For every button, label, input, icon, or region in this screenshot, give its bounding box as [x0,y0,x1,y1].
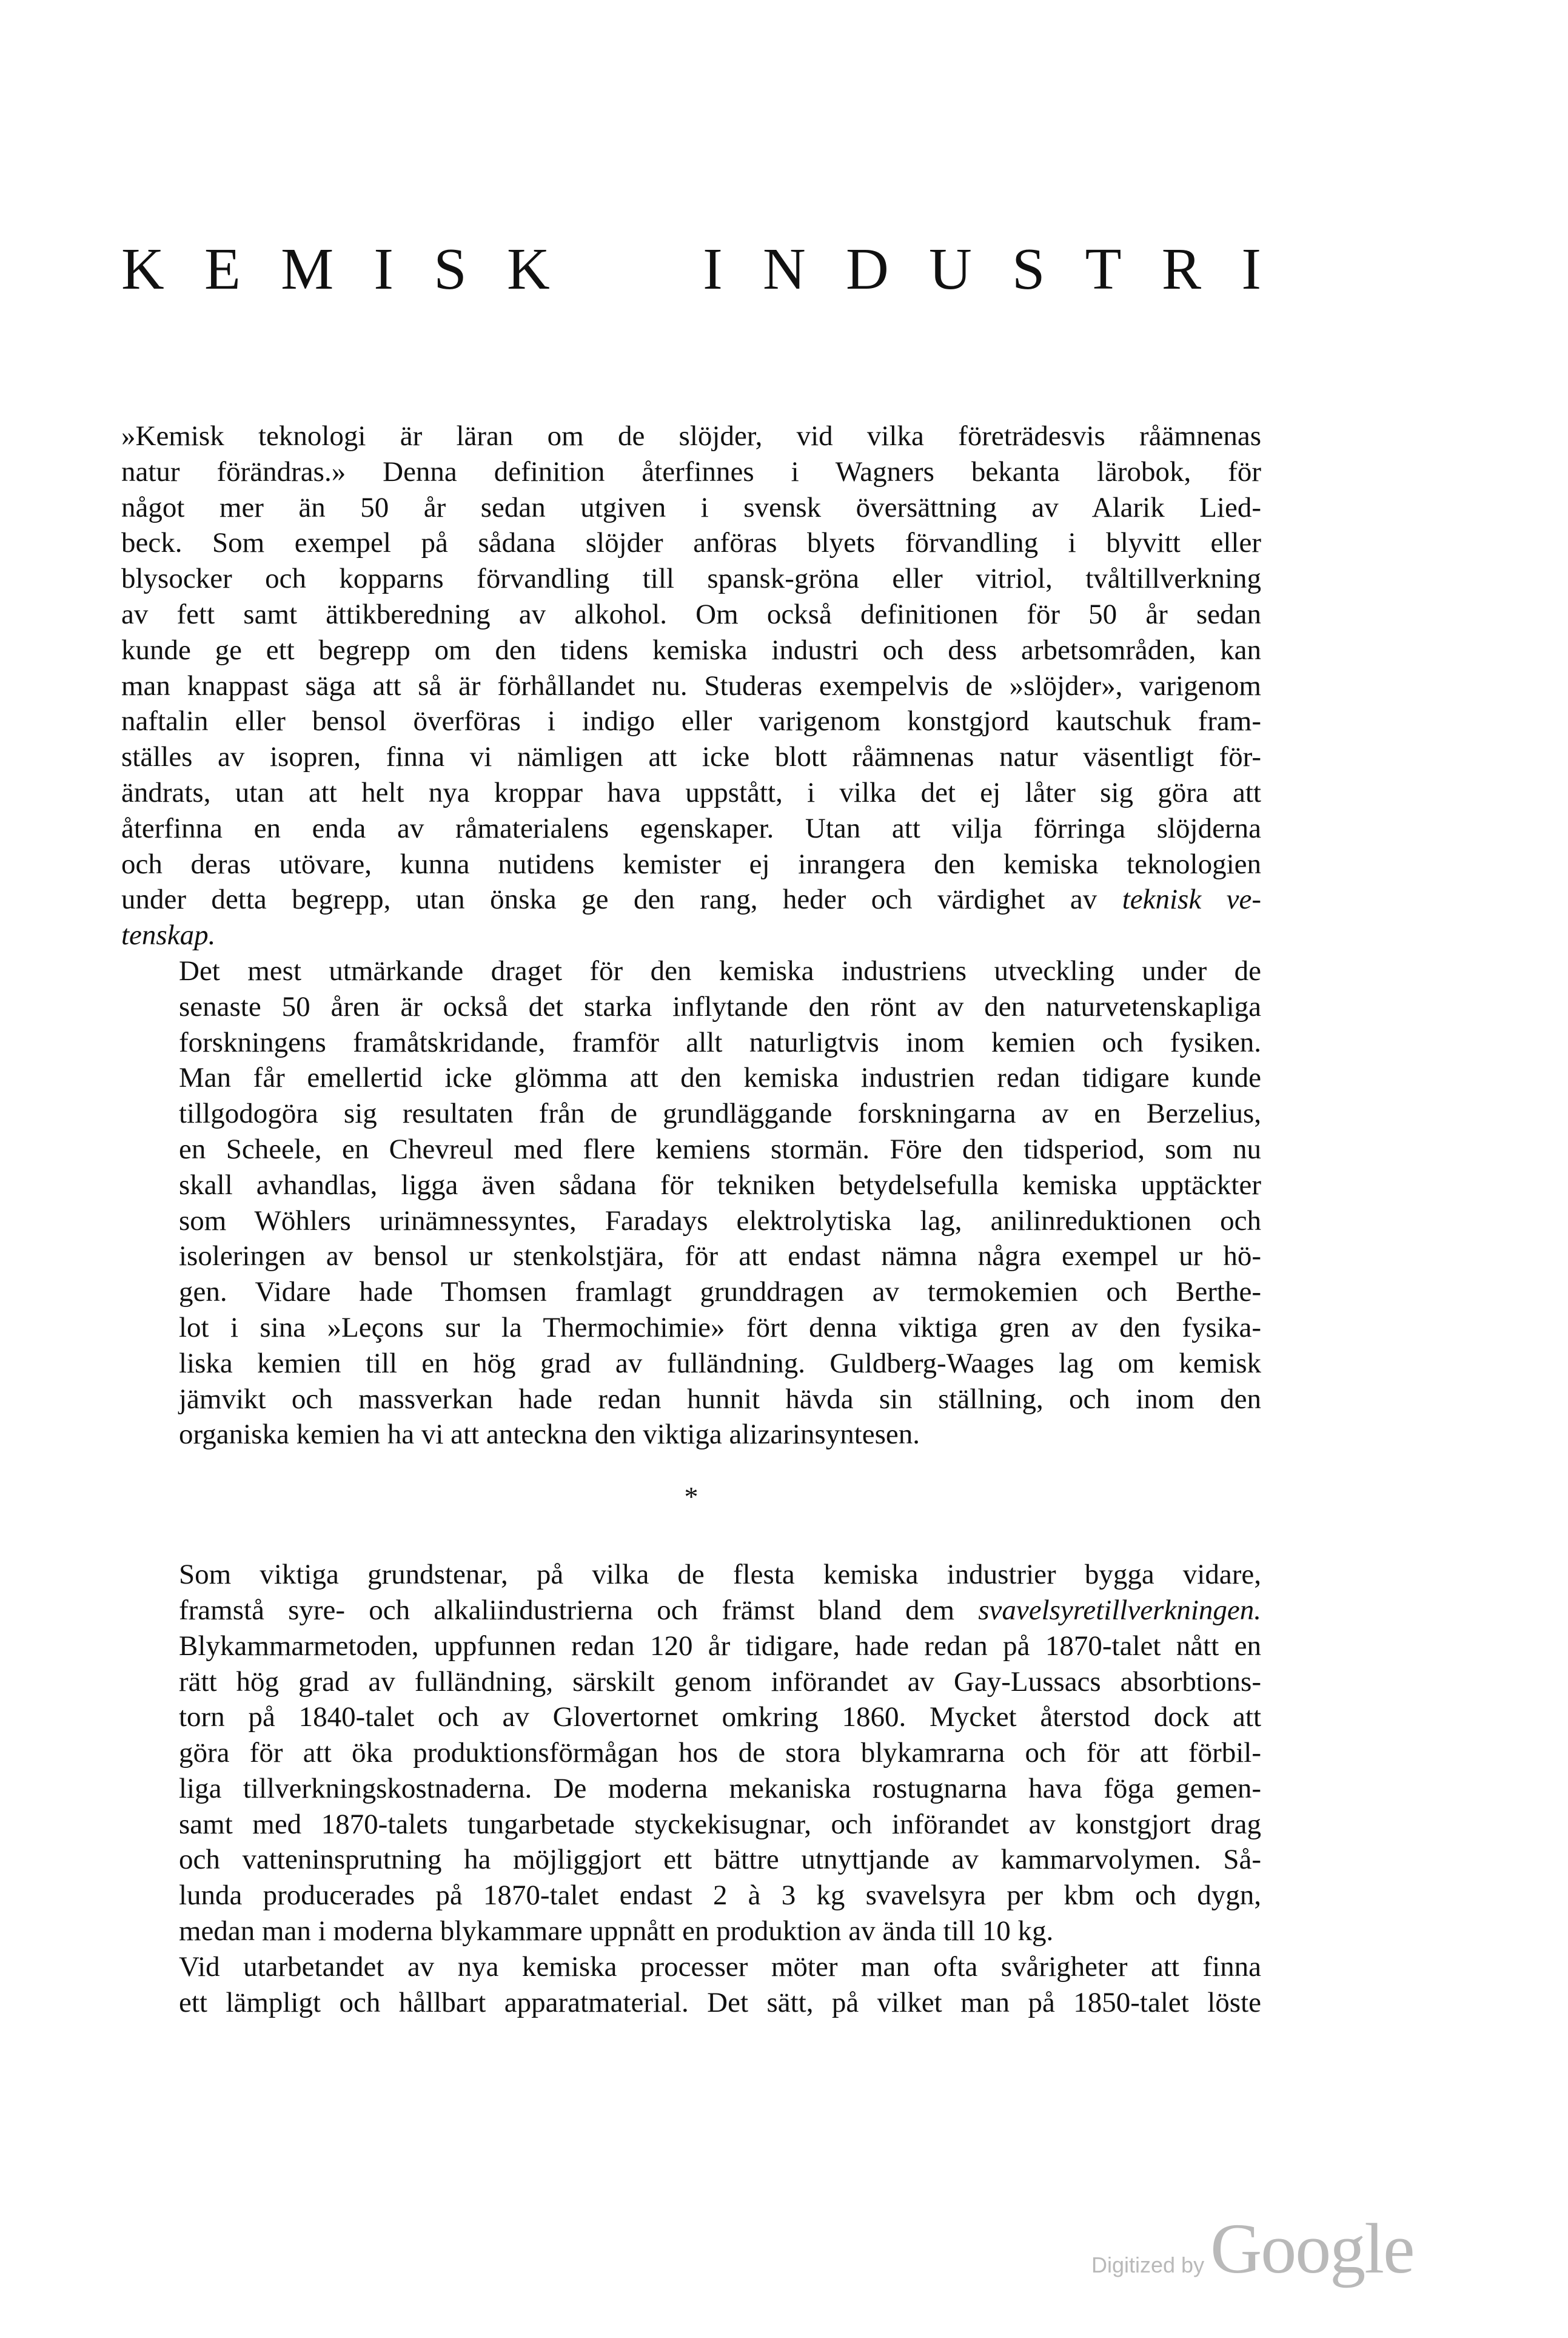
title-letter: S [1011,237,1045,302]
text-line: organiska kemien ha vi att anteckna den viktiga alizarinsyntesen. [179,1419,920,1451]
title-letter: N [763,237,806,302]
paragraph-1 [121,418,1261,953]
paragraph-3 [121,1557,1261,1949]
text-line: ett lämpligt och hållbart apparatmaterial. Det sätt, på vilket man på 1850-talet löste [179,1986,1261,2018]
text-line: gen. Vidare hade Thomsen framlagt grunddragen av termokemien och Berthe- [179,1276,1261,1308]
text-line: jämvikt och massverkan hade redan hunnit hävda sin ställning, och inom den [179,1383,1261,1415]
text-fragment: framstå syre- och alkaliindustrierna och främst bland dem [179,1594,955,1626]
text-line: beck. Som exempel på sådana slöjder anföras blyets förvandling i blyvitt eller [121,527,1261,559]
text-line: medan man i moderna blykammare uppnått en produktion av ända till 10 kg. [179,1915,1054,1947]
text-line [121,918,1261,953]
google-logo: Google [1210,2209,1414,2288]
title-letter: E [204,237,241,302]
text-line: och deras utövare, kunna nutidens kemister ej inrangera den kemiska teknologien [121,848,1261,880]
text-line: forskningens framåtskridande, framför allt naturligtvis inom kemien och fysiken. [179,1026,1261,1058]
text-line [121,882,1261,918]
text-line: Vid utarbetandet av nya kemiska processer möter man ofta svårigheter att finna [179,1950,1261,1983]
title-letter: I [1241,237,1261,302]
text-line: natur förändras.» Denna definition återfinnes i Wagners bekanta lärobok, för [121,455,1261,488]
text-line: återfinna en enda av råmaterialens egenskaper. Utan att vilja förringa slöjderna [121,812,1261,844]
emphasis-text: svavelsyretillverkningen. [978,1594,1261,1626]
text-line: som Wöhlers urinämnessyntes, Faradays elektrolytiska lag, anilinreduktionen och [179,1204,1261,1237]
text-fragment: under detta begrepp, utan önska ge den rang, heder och värdighet av [121,884,1097,916]
text-line: skall avhandlas, ligga även sådana för tekniken betydelsefulla kemiska upptäckter [179,1169,1261,1201]
text-line: Som viktiga grundstenar, på vilka de flesta kemiska industrier bygga vidare, [179,1559,1261,1591]
text-line: göra för att öka produktionsförmågan hos de stora blykamrarna och för att förbil- [179,1737,1261,1769]
text-line: lunda producerades på 1870-talet endast 2 à 3 kg svavelsyra per kbm och dygn, [179,1879,1261,1912]
text-line: Det mest utmärkande draget för den kemiska industriens utveckling under de [179,955,1261,987]
digitized-watermark [1091,2208,1431,2293]
title-letter: M [281,237,334,302]
text-line: rätt hög grad av fulländning, särskilt genom införandet av Gay-Lussacs absorbtions- [179,1665,1261,1698]
text-line: blysocker och kopparns förvandling till spansk-gröna eller vitriol, tvåltillverkning [121,563,1261,595]
text-line: »Kemisk teknologi är läran om de slöjder, vid vilka företrädesvis råämnenas [121,420,1261,452]
text-line: ändrats, utan att helt nya kroppar hava uppstått, i vilka det ej låter sig göra att [121,776,1261,808]
title-letter: I [374,237,394,302]
text-line: man knappast säga att så är förhållandet nu. Studeras exempelvis de »slöjder», varigenom [121,670,1261,702]
text-line: senaste 50 åren är också det starka inflytande den rönt av den naturvetenskapliga [179,990,1261,1023]
text-line [121,1593,1261,1628]
title-letter: K [506,237,550,302]
title-letter: S [434,237,467,302]
section-divider: * [684,1481,699,1513]
title-word-gap [590,240,663,299]
title-letter: U [928,237,972,302]
title-letter: K [121,237,164,302]
watermark-prefix: Digitized by [1091,2252,1205,2277]
text-line: av fett samt ättikberedning av alkohol. Om också definitionen för 50 år sedan [121,598,1261,630]
text-line: ställes av isopren, finna vi nämligen att icke blott råämnenas natur väsentligt för- [121,741,1261,773]
text-line: kunde ge ett begrepp om den tidens kemiska industri och dess arbetsområden, kan [121,634,1261,666]
text-line: isoleringen av bensol ur stenkolstjära, för att endast nämna några exempel ur hö- [179,1240,1261,1272]
text-line: lot i sina »Leçons sur la Thermochimie» fört denna viktiga gren av den fysika- [179,1311,1261,1343]
text-line: naftalin eller bensol överföras i indigo eller varigenom konstgjord kautschuk fram- [121,705,1261,737]
title-letter: R [1161,237,1202,302]
text-line: samt med 1870-talets tungarbetade styckekisugnar, och införandet av konstgjort drag [179,1808,1261,1840]
paragraph-2 [121,953,1261,1453]
text-line: något mer än 50 år sedan utgiven i svensk översättning av Alarik Lied- [121,491,1261,523]
text-line: torn på 1840-talet och av Glovertornet omkring 1860. Mycket återstod dock att [179,1701,1261,1733]
page-title [121,237,1261,302]
paragraph-4 [121,1949,1261,2021]
title-letter: D [845,237,889,302]
text-line: Man får emellertid icke glömma att den kemiska industrien redan tidigare kunde [179,1062,1261,1094]
title-letter: T [1085,237,1122,302]
text-line: liska kemien till en hög grad av fulländning. Guldberg-Waages lag om kemisk [179,1347,1261,1379]
text-line: liga tillverkningskostnaderna. De moderna mekaniska rostugnarna hava föga gemen- [179,1772,1261,1804]
emphasis-text: tenskap. [121,919,216,952]
emphasis-text: teknisk ve- [1122,884,1261,916]
text-line: och vatteninsprutning ha möjliggjort ett bättre utnyttjande av kammarvolymen. Så- [179,1844,1261,1876]
text-line: en Scheele, en Chevreul med flere kemiens stormän. Före den tidsperiod, som nu [179,1133,1261,1165]
text-line: tillgodogöra sig resultaten från de grundläggande forskningarna av en Berzelius, [179,1098,1261,1130]
body-text [121,418,1261,2020]
title-letter: I [703,237,723,302]
text-line: Blykammarmetoden, uppfunnen redan 120 år tidigare, hade redan på 1870-talet nått en [179,1630,1261,1662]
